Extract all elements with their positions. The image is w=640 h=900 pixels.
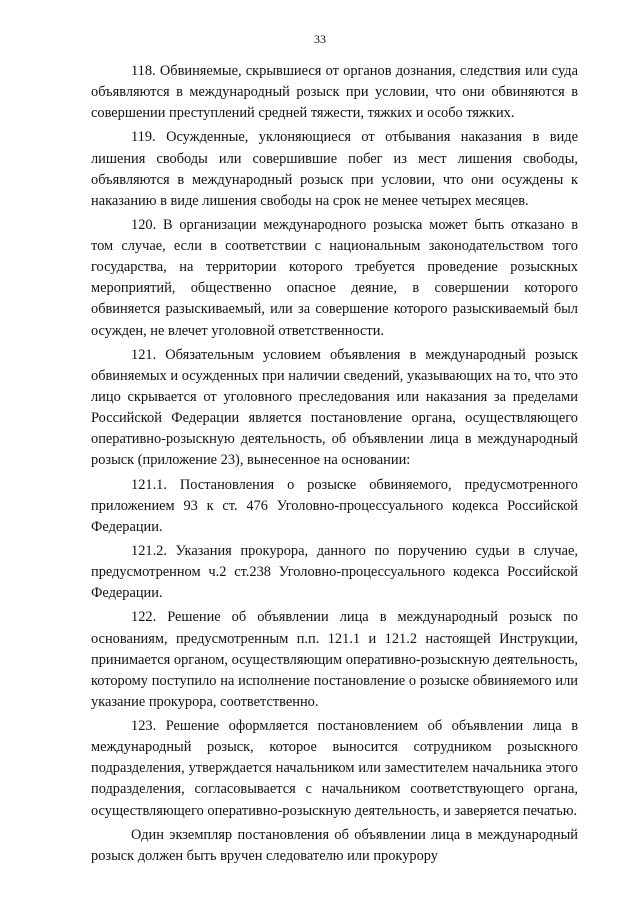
paragraph-118: 118. Обвиняемые, скрывшиеся от органов дознания, следствия или суда объявляются в международный розыск при условии, что они обвиняются в совершении преступлений средней тяжести, тяжких и особо тяжких.	[91, 63, 578, 122]
paragraph-121: 121. Обязательным условием объявления в международный розыск обвиняемых и осужденных при наличии сведений, указывающих на то, что это лицо скрывается от уголовного преследования или наказания за пределами Российской Федерации является постановление органа, осуществляющего оперативно-розыскную деятельность, об объявлении лица в международный розыск (приложение 23), вынесенное на основании:	[91, 346, 578, 469]
paragraph-119: 119. Осужденные, уклоняющиеся от отбывания наказания в виде лишения свободы или совершившие побег из мест лишения свободы, объявляются в международный розыск при условии, что они осуждены к наказанию в виде лишения свободы на срок не менее четырех месяцев.	[91, 129, 578, 209]
paragraph-120: 120. В организации международного розыска может быть отказано в том случае, если в соответствии с национальным законодательством того государства, на территории которого требуется проведение розыскных мероприятий, общественно опасное деяние, в совершении которого обвиняется разыскиваемый, или за совершение которого разыскиваемый был осужден, не влечет уголовной ответственности.	[91, 217, 578, 339]
paragraph-121-2: 121.2. Указания прокурора, данного по поручению судьи в случае, предусмотренном ч.2 ст.238 Уголовно-процессуального кодекса Российской Федерации.	[91, 543, 578, 602]
page-number: 33	[314, 32, 326, 46]
paragraph-121-1: 121.1. Постановления о розыске обвиняемого, предусмотренного приложением 93 к ст. 476 Уголовно-процессуального кодекса Российской Федерации.	[91, 476, 578, 535]
paragraph-123-continuation: Один экземпляр постановления об объявлении лица в международный розыск должен быть вручен следователю или прокурору	[91, 826, 578, 864]
document-body	[91, 61, 578, 870]
paragraph-122: 122. Решение об объявлении лица в международный розыск по основаниям, предусмотренным п.п. 121.1 и 121.2 настоящей Инструкции, принимается органом, осуществляющим оперативно-розыскную деятельность, которому поступило на исполнение постановление о розыске обвиняемого или указание прокурора, соответственно.	[91, 609, 578, 710]
paragraph-123: 123. Решение оформляется постановлением об объявлении лица в международный розыск, которое выносится сотрудником розыскного подразделения, утверждается начальником или заместителем начальника этого подразделения, согласовывается с начальником соответствующего органа, осуществляющего оперативно-розыскную деятельность, и заверяется печатью.	[91, 718, 578, 819]
